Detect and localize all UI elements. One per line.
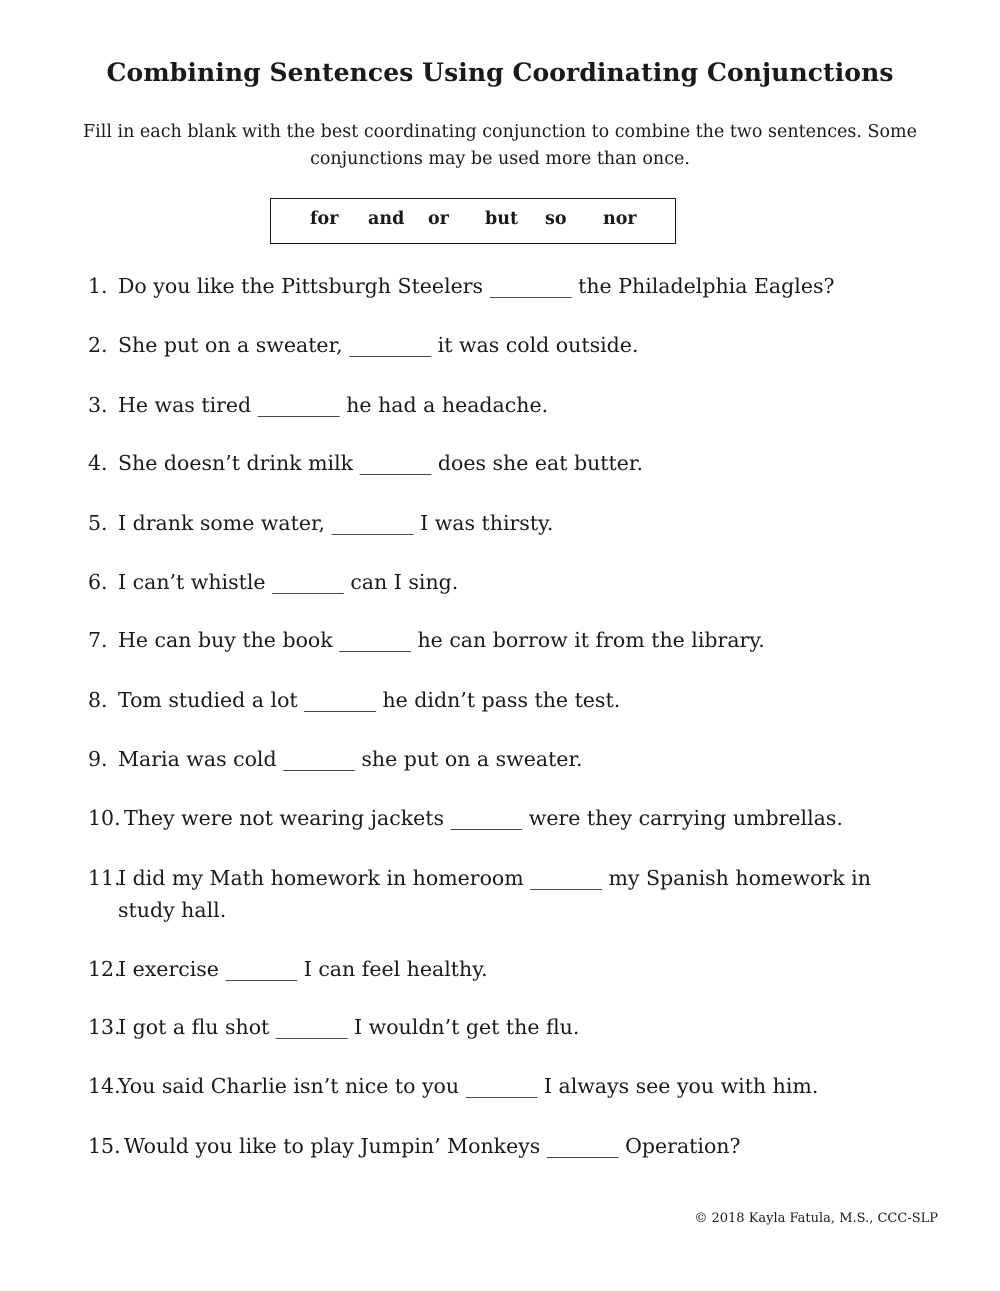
item-text: Do you like the Pittsburgh Steelers ________ the Philadelphia Eagles? — [118, 274, 835, 298]
item-number: 6. — [88, 570, 108, 594]
word-bank-item: for — [310, 209, 339, 229]
worksheet-title: Combining Sentences Using Coordinating Conjunctions — [106, 58, 894, 87]
list-item — [88, 1130, 741, 1162]
list-item — [88, 447, 643, 479]
list-item — [88, 507, 553, 539]
item-number: 15. — [88, 1134, 121, 1158]
word-bank-item: and — [368, 209, 405, 229]
item-number: 11. — [88, 866, 121, 890]
item-number: 1. — [88, 274, 108, 298]
item-text: You said Charlie isn’t nice to you _______ I always see you with him. — [118, 1074, 819, 1098]
item-text: I got a flu shot _______ I wouldn’t get the flu. — [118, 1015, 580, 1039]
word-bank — [270, 198, 676, 244]
item-number: 12. — [88, 957, 121, 981]
list-item — [88, 684, 620, 716]
list-item — [88, 953, 488, 985]
instructions: Fill in each blank with the best coordinating conjunction to combine the two sentences. Some conjunctions may be used more than once. — [83, 122, 917, 169]
item-number: 14. — [88, 1074, 121, 1098]
item-text: He was tired ________ he had a headache. — [118, 393, 549, 417]
item-number: 8. — [88, 688, 108, 712]
item-text: I drank some water, ________ I was thirsty. — [118, 511, 554, 535]
word-bank-item: or — [428, 209, 449, 229]
item-number: 9. — [88, 747, 108, 771]
list-item — [88, 743, 583, 775]
item-text: She put on a sweater, ________ it was cold outside. — [118, 333, 639, 357]
item-text: She doesn’t drink milk _______ does she eat butter. — [118, 451, 643, 475]
list-item — [88, 802, 843, 834]
list-item — [88, 270, 834, 302]
item-number: 4. — [88, 451, 108, 475]
list-item — [88, 566, 458, 598]
item-number: 13. — [88, 1015, 121, 1039]
item-text: Would you like to play Jumpin’ Monkeys _______ Operation? — [124, 1134, 741, 1158]
list-item — [88, 1070, 818, 1102]
item-number: 7. — [88, 628, 108, 652]
item-text: Tom studied a lot _______ he didn’t pass the test. — [118, 688, 621, 712]
item-number: 2. — [88, 333, 108, 357]
item-text: I exercise _______ I can feel healthy. — [118, 957, 488, 981]
list-item — [88, 624, 765, 656]
word-bank-item: but — [485, 209, 519, 229]
item-text: I did my Math homework in homeroom _______ my Spanish homework in study hall. — [118, 866, 871, 922]
list-item — [88, 329, 638, 361]
copyright-footer: © 2018 Kayla Fatula, M.S., CCC-SLP — [694, 1211, 938, 1226]
item-number: 3. — [88, 393, 108, 417]
item-number: 10. — [88, 806, 121, 830]
list-item — [88, 1011, 579, 1043]
item-text: I can’t whistle _______ can I sing. — [118, 570, 459, 594]
item-text: Maria was cold _______ she put on a sweater. — [118, 747, 583, 771]
list-item — [88, 862, 908, 926]
word-bank-item: nor — [603, 209, 637, 229]
list-item — [88, 389, 548, 421]
item-text: They were not wearing jackets _______ were they carrying umbrellas. — [124, 806, 843, 830]
item-text: He can buy the book _______ he can borrow it from the library. — [118, 628, 765, 652]
word-bank-item: so — [545, 209, 567, 229]
item-number: 5. — [88, 511, 108, 535]
